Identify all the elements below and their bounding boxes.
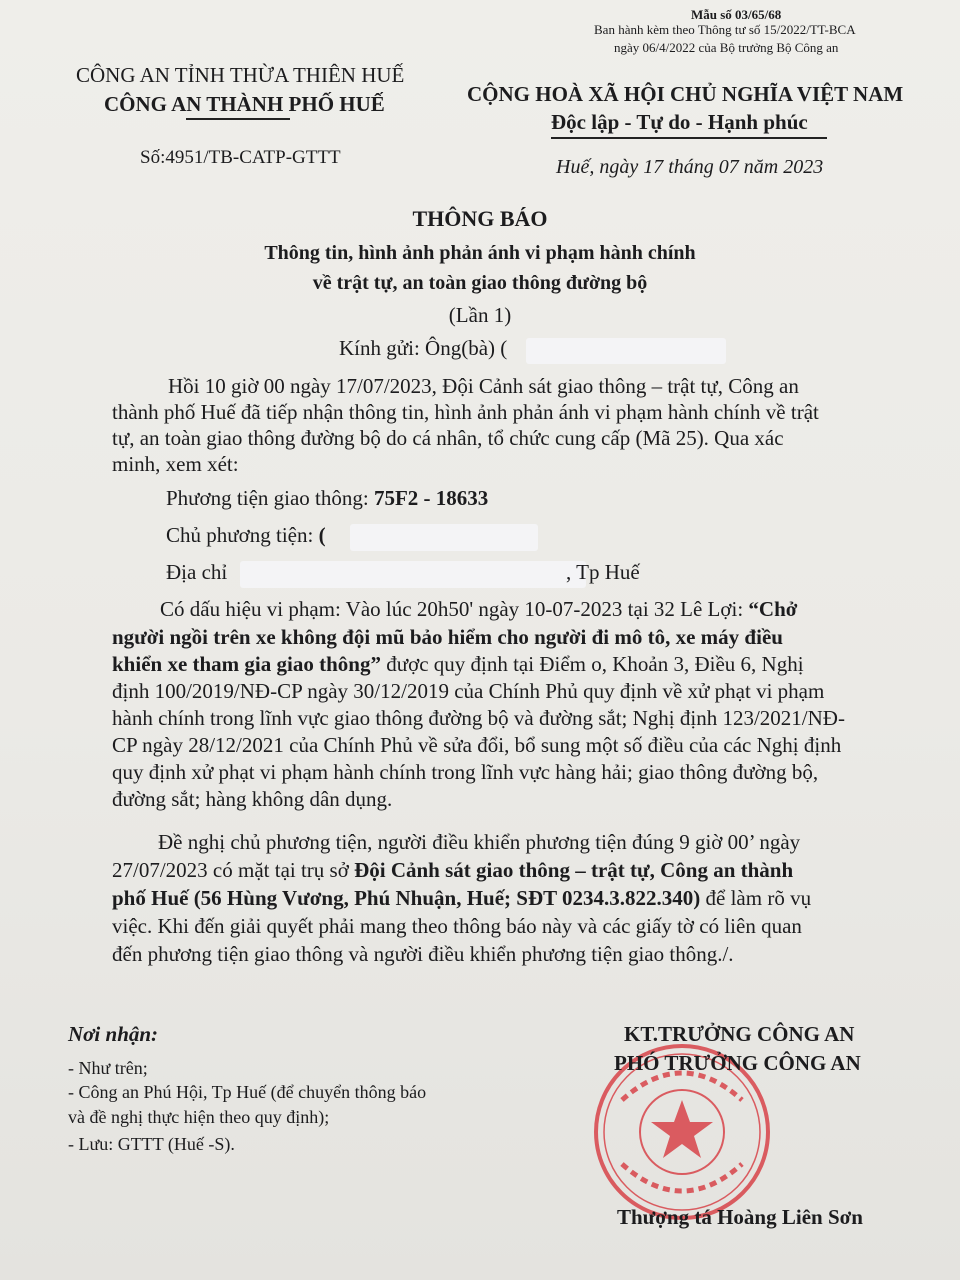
vehicle-row [166,486,488,511]
form-note-line2: ngày 06/4/2022 của Bộ trưởng Bộ Công an [614,40,839,55]
request-line: Đề nghị chủ phương tiện, người điều khiển phương tiện đúng 9 giờ 00’ ngày [158,830,801,854]
org-parent: CÔNG AN TỈNH THỪA THIÊN HUẾ [76,63,405,87]
redacted-address [240,561,586,588]
request-line [112,886,811,911]
recipient-item: - Như trên; [68,1058,148,1078]
document-date: Huế, ngày 17 tháng 07 năm 2023 [556,156,824,178]
document-title: THÔNG BÁO [412,206,548,231]
request-line: đến phương tiện giao thông và người điều khiển phương tiện giao thông./. [112,942,734,966]
request-text: để làm rõ vụ [700,886,812,910]
intro-line: thành phố Huế đã tiếp nhận thông tin, hình ảnh phản ánh vi phạm hành chính về trật [112,400,819,424]
violation-line: người ngồi trên xe không đội mũ bảo hiểm cho người đi mô tô, xe máy điều [112,625,783,649]
form-number: Mẫu số 03/65/68 [691,7,782,22]
request-office: phố Huế (56 Hùng Vương, Phú Nhuận, Huế; SĐT 0234.3.822.340) [112,886,701,910]
request-text: 27/07/2023 có mặt tại trụ sở [112,858,355,882]
violation-line [160,597,797,622]
national-title: CỘNG HOÀ XÃ HỘI CHỦ NGHĨA VIỆT NAM [467,82,904,106]
recipient-item: - Công an Phú Hội, Tp Huế (để chuyển thông báo [68,1082,427,1102]
request-line: việc. Khi đến giải quyết phải mang theo thông báo này và các giấy tờ có liên quan [112,914,802,938]
violation-line: CP ngày 28/12/2021 của Chính Phủ về sửa đổi, bổ sung một số điều của các Nghị định [112,733,842,757]
document-subtitle-line2: về trật tự, an toàn giao thông đường bộ [312,272,648,294]
violation-line: hành chính trong lĩnh vực giao thông đường bộ và đường sắt; Nghị định 123/2021/NĐ- [112,706,845,730]
form-note-line1: Ban hành kèm theo Thông tư số 15/2022/TT-BCA [594,22,856,37]
violation-line [112,652,804,677]
intro-line: Hồi 10 giờ 00 ngày 17/07/2023, Đội Cảnh sát giao thông – trật tự, Công an [168,374,799,398]
redacted-owner-name [350,524,538,551]
vehicle-plate: 75F2 - 18633 [373,486,489,510]
owner-value: ( [318,523,326,547]
violation-line: định 100/2019/NĐ-CP ngày 30/12/2019 của Chính Phủ quy định về xử phạt vi phạm [112,679,825,703]
owner-label: Chủ phương tiện: [166,523,319,547]
intro-line: tự, an toàn giao thông đường bộ do cá nhân, tổ chức cung cấp (Mã 25). Qua xác [112,426,784,450]
attempt-number: (Lần 1) [448,303,512,327]
recipients-heading: Nơi nhận: [68,1022,159,1046]
violation-quote: khiển xe tham gia giao thông” [112,652,381,676]
redacted-recipient-name [526,338,726,364]
motto-underline [551,137,827,139]
violation-line: đường sắt; hàng không dân dụng. [112,787,393,811]
owner-row [166,523,326,548]
document-subtitle-line1: Thông tin, hình ảnh phản ánh vi phạm hành chính [264,242,696,264]
signature-title-line2: PHÓ TRƯỞNG CÔNG AN [614,1051,861,1075]
vehicle-label: Phương tiện giao thông: [166,486,374,510]
request-line [112,858,793,883]
recipient-item: - Lưu: GTTT (Huế -S). [68,1134,235,1154]
request-office: Đội Cảnh sát giao thông – trật tự, Công an thành [354,858,794,882]
address-suffix: , Tp Huế [566,560,640,584]
signer-name: Thượng tá Hoàng Liên Sơn [617,1205,863,1229]
violation-quote: “Chở [748,597,798,621]
signature-title-line1: KT.TRƯỞNG CÔNG AN [624,1022,855,1046]
violation-text: Có dấu hiệu vi phạm: Vào lúc 20h50' ngày 10-07-2023 tại 32 Lê Lợi: [160,597,749,621]
document-number: Số:4951/TB-CATP-GTTT [140,147,341,168]
org-underline [186,118,290,120]
intro-line: minh, xem xét: [112,452,239,476]
org-name: CÔNG AN THÀNH PHỐ HUẾ [104,92,385,116]
greeting: Kính gửi: Ông(bà) ( [339,336,508,360]
national-motto: Độc lập - Tự do - Hạnh phúc [551,110,808,134]
violation-line: quy định xử phạt vi phạm hành chính trong lĩnh vực hàng hải; giao thông đường bộ, [112,760,819,784]
recipient-item: và đề nghị thực hiện theo quy định); [68,1107,330,1127]
violation-text: được quy định tại Điểm o, Khoản 3, Điều 6, Nghị [380,652,804,676]
address-label: Địa chỉ [166,560,228,584]
